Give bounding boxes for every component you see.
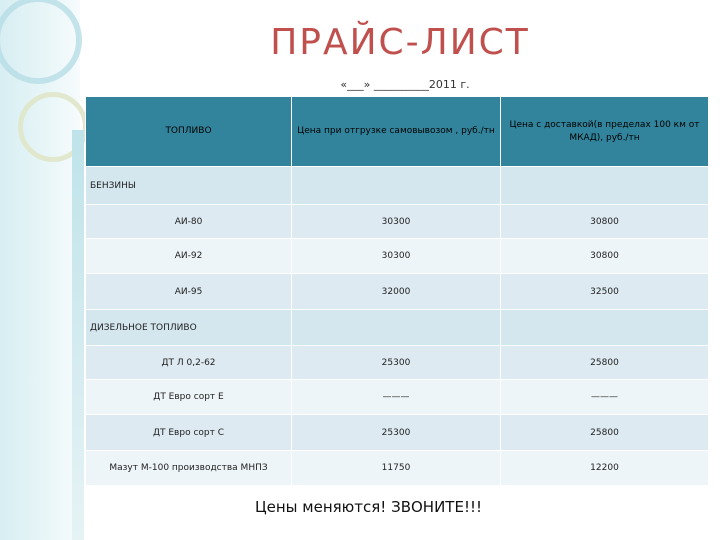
delivery-price-cell: 32500: [501, 274, 709, 310]
fuel-cell: АИ-80: [86, 205, 292, 239]
section-label: БЕНЗИНЫ: [86, 167, 292, 205]
table-row: [86, 205, 709, 239]
delivery-price-cell: 25800: [501, 415, 709, 451]
pickup-price-cell: 32000: [292, 274, 501, 310]
table-row: [86, 415, 709, 451]
delivery-price-cell: ———: [501, 380, 709, 415]
fuel-cell: ДТ Л 0,2-62: [86, 346, 292, 380]
header-fuel: ТОПЛИВО: [86, 97, 292, 167]
table-row: [86, 346, 709, 380]
delivery-price-cell: 25800: [501, 346, 709, 380]
header-delivery-price: Цена с доставкой(в пределах 100 км от МКАД), руб./тн: [501, 97, 709, 167]
header-pickup-price: Цена при отгрузке самовывозом , руб./тн: [292, 97, 501, 167]
decorative-vertical-bar: [72, 130, 84, 540]
table-row: [86, 380, 709, 415]
table-header-row: [86, 97, 709, 167]
pickup-price-cell: 30300: [292, 205, 501, 239]
fuel-cell: АИ-92: [86, 239, 292, 274]
table-row: [86, 239, 709, 274]
page-title: ПРАЙС-ЛИСТ: [270, 22, 530, 63]
section-label: ДИЗЕЛЬНОЕ ТОПЛИВО: [86, 310, 292, 346]
table-row: [86, 451, 709, 486]
footer-note: Цены меняются! ЗВОНИТЕ!!!: [255, 498, 482, 516]
section-row-diesel: [86, 310, 709, 346]
price-table: [85, 96, 709, 486]
pickup-price-cell: ———: [292, 380, 501, 415]
pickup-price-cell: 30300: [292, 239, 501, 274]
pickup-price-cell: 11750: [292, 451, 501, 486]
fuel-cell: АИ-95: [86, 274, 292, 310]
fuel-cell: Мазут М-100 производства МНПЗ: [86, 451, 292, 486]
date-line: «___» __________2011 г.: [340, 78, 470, 91]
delivery-price-cell: 12200: [501, 451, 709, 486]
section-row-gasoline: [86, 167, 709, 205]
pickup-price-cell: 25300: [292, 415, 501, 451]
delivery-price-cell: 30800: [501, 239, 709, 274]
pickup-price-cell: 25300: [292, 346, 501, 380]
fuel-cell: ДТ Евро сорт Е: [86, 380, 292, 415]
fuel-cell: ДТ Евро сорт С: [86, 415, 292, 451]
delivery-price-cell: 30800: [501, 205, 709, 239]
table-row: [86, 274, 709, 310]
